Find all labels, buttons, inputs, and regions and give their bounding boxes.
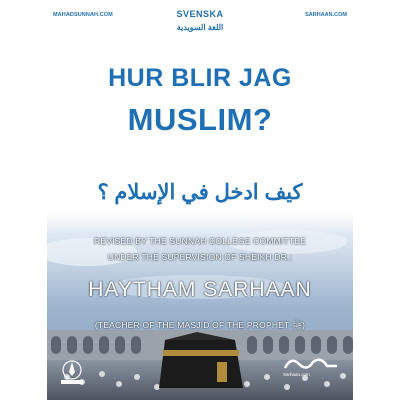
credits-revised-line: REVISED BY THE SUNNAH COLLEGE COMMITTEE [94, 236, 306, 246]
sarhaan-logo-icon [281, 354, 341, 372]
mahadsunnah-logo [55, 358, 89, 388]
author-name: HAYTHAM SARHAAN [88, 278, 312, 301]
sarhaan-logo [281, 354, 341, 382]
language-label-arabic: اللغة السويدية [176, 23, 224, 32]
site-link-right[interactable]: SARHAAN.COM [305, 12, 347, 18]
header-bar [47, 9, 353, 39]
credits-supervision-line: UNDER THE SUPERVISION OF SHEIKH DR.: [107, 252, 293, 262]
pen-book-logo-icon [55, 358, 89, 388]
sarhaan-logo-sub: Sarhaan.com [283, 372, 310, 377]
site-link-left[interactable]: MAHADSUNNAH.COM [53, 12, 113, 18]
title-line-2: MUSLIM? [127, 102, 273, 137]
book-cover [47, 0, 353, 400]
credits-teacher-line: (TEACHER OF THE MASJID OF THE PROPHET ﷺ) [94, 320, 306, 330]
title-arabic: كيف ادخل في الإسلام ؟ [97, 181, 303, 204]
title-line-1: HUR BLIR JAG [108, 64, 292, 92]
language-label: SVENSKA [176, 9, 224, 19]
